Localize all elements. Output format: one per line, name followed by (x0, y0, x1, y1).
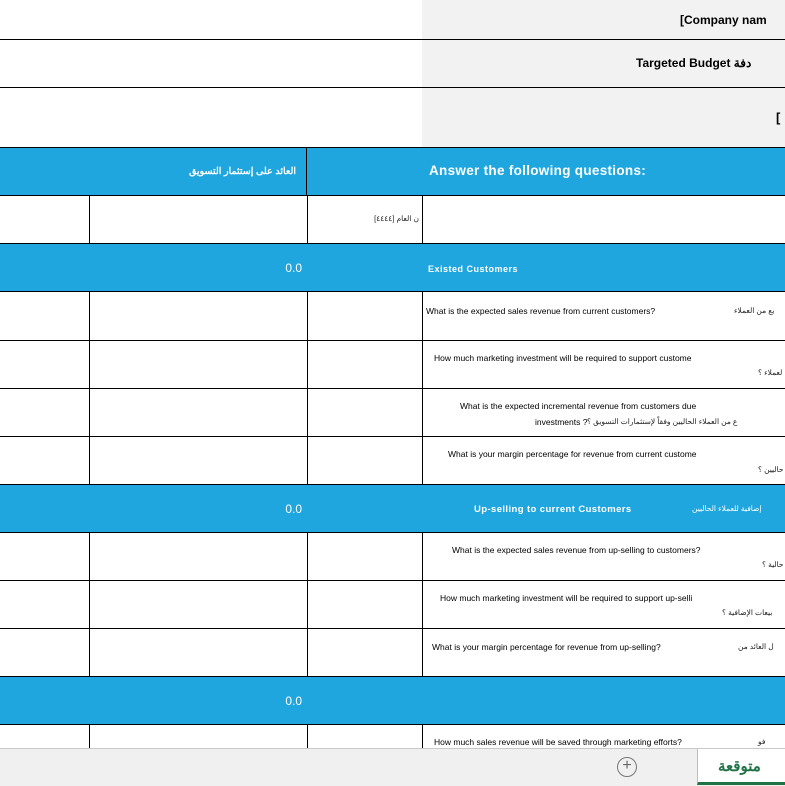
cell[interactable] (0, 40, 423, 88)
section-header-upselling (0, 485, 785, 533)
cell[interactable] (307, 292, 423, 341)
year-row (0, 196, 785, 244)
sheet-tab[interactable] (697, 749, 785, 785)
question-text-line2: investments ? (535, 417, 588, 427)
question-row (0, 629, 785, 677)
question-row (0, 389, 785, 437)
questions-header-text: Answer the following questions: (429, 163, 647, 178)
questions-header-cell[interactable] (422, 148, 785, 196)
targeted-budget-cell[interactable] (422, 40, 785, 88)
cell[interactable] (89, 533, 308, 581)
question-row (0, 341, 785, 389)
cell[interactable] (0, 341, 90, 389)
question-text: What is the expected sales revenue from up-selling to customers? (452, 545, 701, 555)
cell[interactable] (0, 725, 90, 748)
cell[interactable] (89, 292, 308, 341)
question-cell[interactable] (422, 437, 785, 485)
cell[interactable] (307, 341, 423, 389)
question-ar-text: حالية ؟ (762, 560, 784, 569)
bracket-cell[interactable] (422, 88, 785, 148)
cell[interactable] (89, 196, 308, 244)
cell[interactable] (307, 437, 423, 485)
section-value: 0.0 (285, 501, 302, 516)
cell[interactable] (89, 341, 308, 389)
question-row (0, 292, 785, 341)
cell[interactable] (0, 485, 90, 533)
cell[interactable] (0, 389, 90, 437)
cell[interactable] (0, 437, 90, 485)
cell[interactable] (0, 533, 90, 581)
year-text: ن العام [٤٤٤٤] (374, 214, 419, 223)
cell[interactable] (0, 677, 90, 725)
question-row (0, 581, 785, 629)
cell[interactable] (0, 581, 90, 629)
question-cell[interactable] (422, 581, 785, 629)
roi-header-text: العائد على إستثمار التسويق (189, 166, 296, 177)
question-cell[interactable] (422, 341, 785, 389)
cell[interactable] (422, 196, 785, 244)
question-ar-text: فو (758, 737, 766, 746)
section-header-existed (0, 244, 785, 292)
company-name-text: [Company nam (680, 13, 767, 27)
section-title-cell[interactable] (422, 485, 785, 533)
question-text: What is your margin percentage for revenue from up-selling? (432, 642, 661, 652)
question-text: How much sales revenue will be saved through marketing efforts? (434, 737, 682, 747)
section-title: Up-selling to current Customers (474, 504, 632, 515)
question-row (0, 725, 785, 748)
question-ar-text: حاليين ؟ (758, 465, 784, 474)
section-title-cell[interactable] (422, 677, 785, 725)
section-value-cell[interactable] (89, 677, 308, 725)
sheet-tab-bar (0, 748, 785, 786)
cell[interactable] (0, 0, 423, 40)
section-title: Existed Customers (428, 264, 519, 274)
section-header-third (0, 677, 785, 725)
cell[interactable] (307, 725, 423, 748)
question-row (0, 437, 785, 485)
bracket-row (0, 88, 785, 148)
question-cell[interactable] (422, 725, 785, 748)
cell[interactable] (307, 581, 423, 629)
section-title-cell[interactable] (422, 244, 785, 292)
bracket-text: [ (776, 110, 781, 125)
cell[interactable] (0, 148, 90, 196)
question-cell[interactable] (422, 389, 785, 437)
cell[interactable] (307, 629, 423, 677)
cell[interactable] (307, 485, 423, 533)
question-cell[interactable] (422, 533, 785, 581)
section-value: 0.0 (285, 693, 302, 708)
question-row (0, 533, 785, 581)
question-cell[interactable] (422, 629, 785, 677)
company-name-row (0, 0, 785, 40)
cell[interactable] (0, 292, 90, 341)
sheet-tab-label: متوقعة (718, 758, 761, 775)
targeted-budget-row (0, 40, 785, 88)
question-ar-text: ل العائد من (738, 642, 774, 651)
question-text: How much marketing investment will be required to support up-selli (440, 593, 693, 603)
targeted-budget-text: Targeted Budget دفة (636, 56, 752, 70)
question-text: How much marketing investment will be required to support custome (434, 353, 692, 363)
cell[interactable] (89, 389, 308, 437)
cell[interactable] (307, 533, 423, 581)
roi-header-cell[interactable] (89, 148, 307, 196)
section-value-cell[interactable] (89, 485, 308, 533)
cell[interactable] (307, 244, 423, 292)
question-ar-text: ع من العملاء الحاليين وفقاً لإستثمارات التسويق ؟ (587, 417, 738, 426)
cell[interactable] (0, 88, 423, 148)
plus-circle-icon[interactable]: + (617, 757, 637, 777)
cell[interactable] (89, 437, 308, 485)
cell[interactable] (89, 629, 308, 677)
cell[interactable] (307, 389, 423, 437)
question-cell[interactable] (422, 292, 785, 341)
question-ar-text: بيعات الإضافية ؟ (722, 608, 773, 617)
question-text: What is the expected sales revenue from current customers? (426, 306, 656, 316)
question-text: What is the expected incremental revenue from customers due (460, 401, 697, 411)
cell[interactable] (0, 244, 90, 292)
year-cell[interactable] (307, 196, 423, 244)
cell[interactable] (0, 196, 90, 244)
question-text: What is your margin percentage for revenue from current custome (448, 449, 697, 459)
question-ar-text: لعملاء ؟ (758, 368, 783, 377)
company-name-cell[interactable] (422, 0, 785, 40)
section-value-cell[interactable] (89, 244, 308, 292)
cell[interactable] (307, 148, 423, 196)
table-header-row (0, 148, 785, 196)
question-ar-text: يع من العملاء (734, 306, 775, 315)
cell[interactable] (307, 677, 423, 725)
section-value: 0.0 (285, 260, 302, 275)
cell[interactable] (89, 581, 308, 629)
cell[interactable] (0, 629, 90, 677)
cell[interactable] (89, 725, 308, 748)
section-title-ar: إضافية للعملاء الحاليين (692, 504, 762, 513)
